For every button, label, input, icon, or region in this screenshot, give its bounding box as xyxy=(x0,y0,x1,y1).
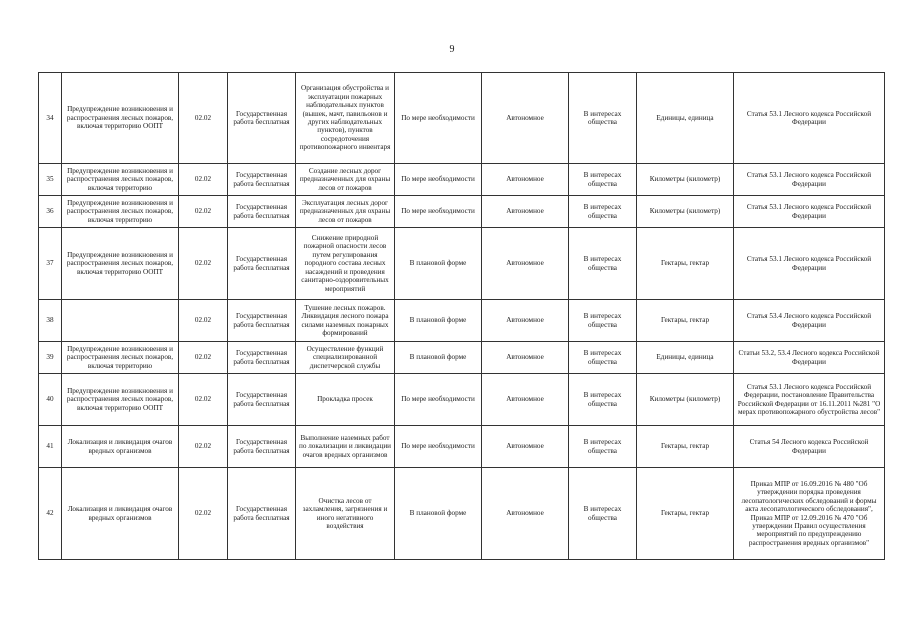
work-status: Государственная работа бесплатная xyxy=(228,300,296,342)
work-unit: Гектары, гектар xyxy=(637,468,734,560)
work-interest: В интересах общества xyxy=(569,468,637,560)
work-code: 02.02 xyxy=(179,426,228,468)
work-purpose: Локализация и ликвидация очагов вредных организмов xyxy=(62,468,179,560)
work-interest: В интересах общества xyxy=(569,164,637,196)
work-legal-basis: Статья 54 Лесного кодекса Российской Федерации xyxy=(734,426,885,468)
work-unit: Километры (километр) xyxy=(637,374,734,426)
work-unit: Гектары, гектар xyxy=(637,228,734,300)
work-interest: В интересах общества xyxy=(569,426,637,468)
services-table xyxy=(38,72,885,560)
work-code: 02.02 xyxy=(179,228,228,300)
work-purpose: Предупреждение возникновения и распространения лесных пожаров, включая территорию ООПТ xyxy=(62,73,179,164)
table-row xyxy=(39,196,885,228)
work-periodicity: В плановой форме xyxy=(395,468,482,560)
work-purpose: Локализация и ликвидация очагов вредных организмов xyxy=(62,426,179,468)
work-status: Государственная работа бесплатная xyxy=(228,196,296,228)
work-unit: Километры (километр) xyxy=(637,196,734,228)
row-number: 39 xyxy=(39,342,62,374)
row-number: 38 xyxy=(39,300,62,342)
row-number: 42 xyxy=(39,468,62,560)
work-code: 02.02 xyxy=(179,73,228,164)
work-content: Организация обустройства и эксплуатации пожарных наблюдательных пунктов (вышек, мачт, павильонов и других наблюдательных пунктов), пунктов сосредоточения противопожарного инвентаря xyxy=(296,73,395,164)
work-periodicity: В плановой форме xyxy=(395,228,482,300)
work-mode: Автономное xyxy=(482,73,569,164)
row-number: 40 xyxy=(39,374,62,426)
work-legal-basis: Приказ МПР от 16.09.2016 № 480 "Об утверждении порядка проведения лесопатологических обследований и формы акта лесопатологического обследования", Приказ МПР от 12.09.2016 № 470 "Об утверждении Правил осуществления мероприятий по предупреждению распространения вредных организмов" xyxy=(734,468,885,560)
work-periodicity: По мере необходимости xyxy=(395,73,482,164)
work-legal-basis: Статья 53.1 Лесного кодекса Российской Федерации xyxy=(734,164,885,196)
page-number: 9 xyxy=(449,44,455,55)
table-row xyxy=(39,374,885,426)
work-code: 02.02 xyxy=(179,300,228,342)
work-status: Государственная работа бесплатная xyxy=(228,468,296,560)
work-interest: В интересах общества xyxy=(569,342,637,374)
work-status: Государственная работа бесплатная xyxy=(228,426,296,468)
work-legal-basis: Статьи 53.2, 53.4 Лесного кодекса Российской Федерации xyxy=(734,342,885,374)
work-content: Прокладка просек xyxy=(296,374,395,426)
work-mode: Автономное xyxy=(482,468,569,560)
table-row xyxy=(39,73,885,164)
work-content: Очистка лесов от захламления, загрязнения и иного негативного воздействия xyxy=(296,468,395,560)
work-mode: Автономное xyxy=(482,228,569,300)
work-code: 02.02 xyxy=(179,342,228,374)
row-number: 34 xyxy=(39,73,62,164)
table-row xyxy=(39,468,885,560)
work-mode: Автономное xyxy=(482,196,569,228)
work-periodicity: В плановой форме xyxy=(395,300,482,342)
work-code: 02.02 xyxy=(179,164,228,196)
row-number: 41 xyxy=(39,426,62,468)
work-interest: В интересах общества xyxy=(569,374,637,426)
work-periodicity: По мере необходимости xyxy=(395,374,482,426)
work-content: Эксплуатация лесных дорог предназначенных для охраны лесов от пожаров xyxy=(296,196,395,228)
work-purpose: Предупреждение возникновения и распространения лесных пожаров, включая территорию xyxy=(62,164,179,196)
work-interest: В интересах общества xyxy=(569,73,637,164)
work-status: Государственная работа бесплатная xyxy=(228,164,296,196)
work-purpose: Предупреждение возникновения и распространения лесных пожаров, включая территорию xyxy=(62,196,179,228)
work-legal-basis: Статья 53.1 Лесного кодекса Российской Федерации xyxy=(734,196,885,228)
work-purpose: Предупреждение возникновения и распространения лесных пожаров, включая территорию xyxy=(62,342,179,374)
table-row xyxy=(39,300,885,342)
work-code: 02.02 xyxy=(179,196,228,228)
work-unit: Единицы, единица xyxy=(637,342,734,374)
work-legal-basis: Статья 53.1 Лесного кодекса Российской Федерации xyxy=(734,228,885,300)
work-mode: Автономное xyxy=(482,426,569,468)
work-legal-basis: Статья 53.1 Лесного кодекса Российской Федерации, постановление Правительства Российской Федерации от 16.11.2011 №281 "О мерах противопожарного обустройства лесов" xyxy=(734,374,885,426)
work-interest: В интересах общества xyxy=(569,196,637,228)
table-row xyxy=(39,228,885,300)
work-purpose: Предупреждение возникновения и распространения лесных пожаров, включая территорию ООПТ xyxy=(62,374,179,426)
work-mode: Автономное xyxy=(482,164,569,196)
work-content: Выполнение наземных работ по локализации и ликвидации очагов вредных организмов xyxy=(296,426,395,468)
table-row xyxy=(39,164,885,196)
work-status: Государственная работа бесплатная xyxy=(228,73,296,164)
work-purpose xyxy=(62,300,179,342)
row-number: 36 xyxy=(39,196,62,228)
work-mode: Автономное xyxy=(482,342,569,374)
work-interest: В интересах общества xyxy=(569,300,637,342)
work-periodicity: По мере необходимости xyxy=(395,196,482,228)
work-purpose: Предупреждение возникновения и распространения лесных пожаров, включая территорию ООПТ xyxy=(62,228,179,300)
work-mode: Автономное xyxy=(482,300,569,342)
work-code: 02.02 xyxy=(179,468,228,560)
work-status: Государственная работа бесплатная xyxy=(228,342,296,374)
work-interest: В интересах общества xyxy=(569,228,637,300)
work-mode: Автономное xyxy=(482,374,569,426)
table-row xyxy=(39,342,885,374)
work-content: Снижение природной пожарной опасности лесов путем регулирования породного состава лесных насаждений и проведения санитарно-оздоровительных мероприятий xyxy=(296,228,395,300)
work-status: Государственная работа бесплатная xyxy=(228,228,296,300)
work-content: Осуществление функций специализированной диспетчерской службы xyxy=(296,342,395,374)
row-number: 35 xyxy=(39,164,62,196)
work-unit: Единицы, единица xyxy=(637,73,734,164)
table-row xyxy=(39,426,885,468)
work-unit: Километры (километр) xyxy=(637,164,734,196)
work-code: 02.02 xyxy=(179,374,228,426)
work-periodicity: В плановой форме xyxy=(395,342,482,374)
work-content: Создание лесных дорог предназначенных для охраны лесов от пожаров xyxy=(296,164,395,196)
row-number: 37 xyxy=(39,228,62,300)
work-content: Тушение лесных пожаров. Ликвидация лесного пожара силами наземных пожарных формирований xyxy=(296,300,395,342)
work-unit: Гектары, гектар xyxy=(637,300,734,342)
work-periodicity: По мере необходимости xyxy=(395,164,482,196)
work-unit: Гектары, гектар xyxy=(637,426,734,468)
work-status: Государственная работа бесплатная xyxy=(228,374,296,426)
work-periodicity: По мере необходимости xyxy=(395,426,482,468)
work-legal-basis: Статья 53.4 Лесного кодекса Российской Федерации xyxy=(734,300,885,342)
work-legal-basis: Статья 53.1 Лесного кодекса Российской Федерации xyxy=(734,73,885,164)
